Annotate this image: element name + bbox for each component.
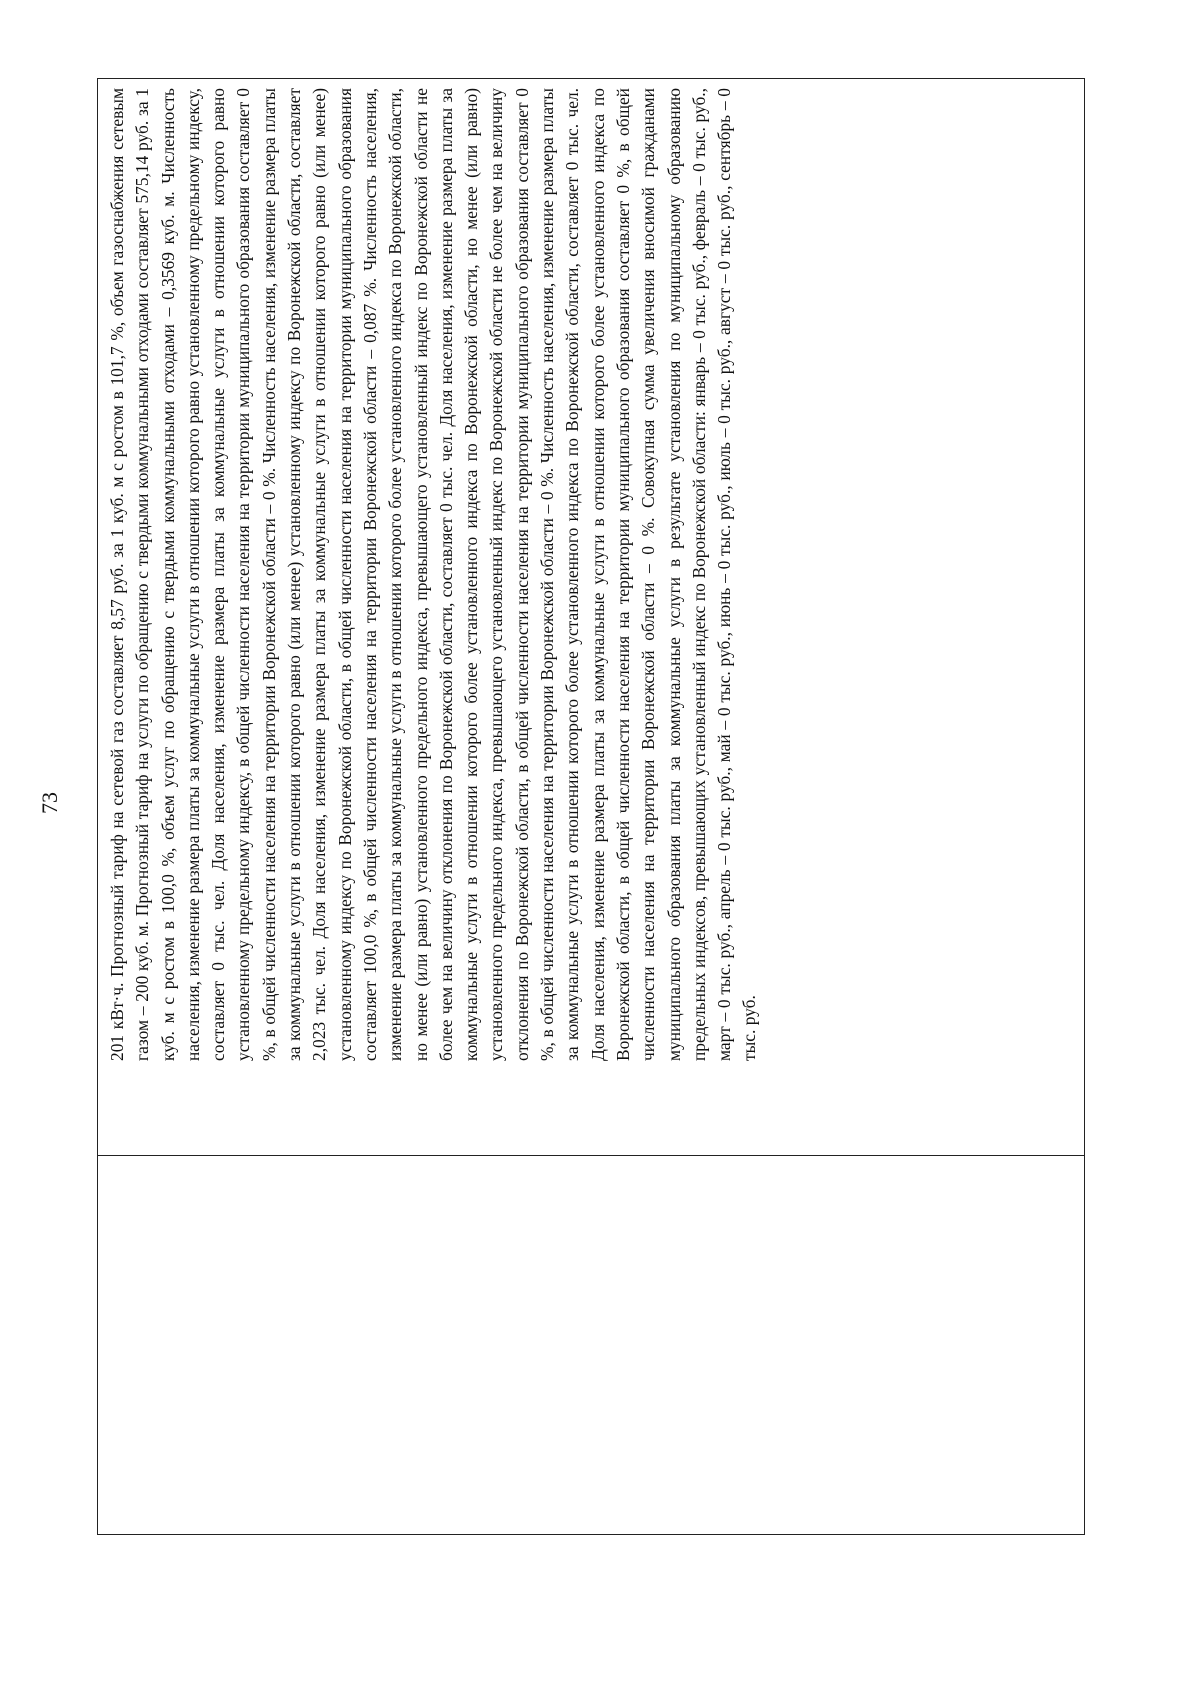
table-text-cell (103, 82, 1078, 1067)
page-number: 73 (37, 792, 62, 814)
cell-paragraph: 201 кВт·ч. Прогнозный тариф на сетевой газ составляет 8,57 руб. за 1 куб. м с ростом в 101,7 %, объем газоснабжения сетевым газом – 200 куб. м. Прогнозный тариф на услуги по обращению с твердыми коммунальными отходами составляет 575,14 руб. за 1 куб. м с ростом в 100,0 %, объем услуг по обращению с твердыми коммунальными отходами – 0,3569 куб. м. Численность населения, изменение размера платы за коммунальные услуги в отношении которого равно установленному предельному индексу, составляет 0 тыс. чел. Доля населения, изменение размера платы за коммунальные услуги в отношении которого равно установленному предельному индексу, в общей численности населения на территории муниципального образования составляет 0 %, в общей численности населения на территории Воронежской области – 0 %. Численность населения, изменение размера платы за коммунальные услуги в отношении которого равно (или менее) установленному индексу по Воронежской области, составляет 2,023 тыс. чел. Доля населения, изменение размера платы за коммунальные услуги в отношении которого равно (или менее) установленному индексу по Воронежской области, в общей численности населения на территории муниципального образования составляет 100,0 %, в общей численности населения на территории Воронежской области – 0,087 %. Численность населения, изменение размера платы за коммунальные услуги в отношении которого более установленного индекса по Воронежской области, но менее (или равно) установленного предельного индекса, превышающего установленный индекс по Воронежской области не более чем на величину отклонения по Воронежской области, составляет 0 тыс. чел. Доля населения, изменение размера платы за коммунальные услуги в отношении которого более установленного индекса по Воронежской области, но менее (или равно) установленного предельного индекса, превышающего установленный индекс по Воронежской области не более чем на величину отклонения по Воронежской области, в общей численности населения на территории муниципального образования составляет 0 %, в общей численности населения на территории Воронежской области – 0 %. Численность населения, изменение размера платы за коммунальные услуги в отношении которого более установленного индекса по Воронежской области, составляет 0 тыс. чел. Доля населения, изменение размера платы за коммунальные услуги в отношении которого более установленного индекса по Воронежской области, в общей численности населения на территории муниципального образования составляет 0 %, в общей численности населения на территории Воронежской области – 0 %. Совокупная сумма увеличения вносимой гражданами муниципального образования платы за коммунальные услуги в результате установления по муниципальному образованию предельных индексов, превышающих установленный индекс по Воронежской области: январь – 0 тыс. руб., февраль – 0 тыс. руб., март – 0 тыс. руб., апрель – 0 тыс. руб., май – 0 тыс. руб., июнь – 0 тыс. руб., июль – 0 тыс. руб., август – 0 тыс. руб., сентябрь – 0 тыс. руб. (107, 88, 760, 1061)
column-divider (98, 1155, 1084, 1156)
